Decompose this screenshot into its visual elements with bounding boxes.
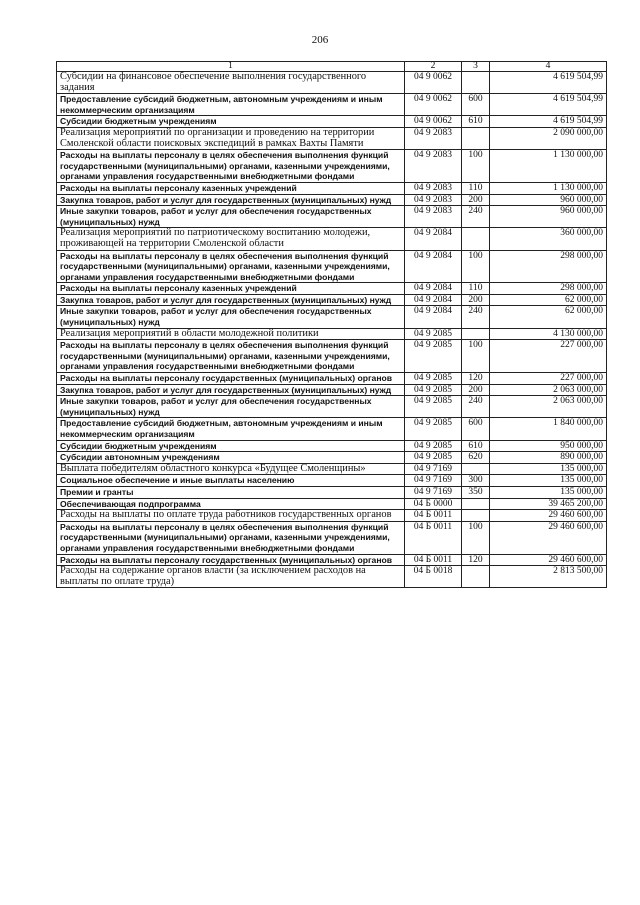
row-name-cell: Расходы на выплаты персоналу государственных (муниципальных) органов <box>57 373 405 385</box>
table-row <box>57 194 607 206</box>
row-vr-cell: 600 <box>462 418 490 440</box>
row-code-cell: 04 Б 0018 <box>405 566 462 588</box>
page-number: 206 <box>311 34 329 46</box>
row-vr-cell: 300 <box>462 475 490 487</box>
row-name-cell: Премии и гранты <box>57 486 405 498</box>
row-code-cell: 04 Б 0011 <box>405 510 462 522</box>
row-amount-cell: 135 000,00 <box>490 475 607 487</box>
table-row <box>57 384 607 396</box>
row-amount-cell: 39 465 200,00 <box>490 498 607 510</box>
table-row <box>57 127 607 149</box>
row-code-cell: 04 9 2085 <box>405 328 462 340</box>
table-row <box>57 452 607 464</box>
row-code-cell: 04 9 0062 <box>405 116 462 128</box>
header-col-4: 4 <box>490 62 607 72</box>
row-name-cell: Закупка товаров, работ и услуг для государственных (муниципальных) нужд <box>57 384 405 396</box>
row-amount-cell: 298 000,00 <box>490 250 607 283</box>
row-vr-cell: 100 <box>462 521 490 554</box>
row-vr-cell: 350 <box>462 486 490 498</box>
row-code-cell: 04 9 7169 <box>405 463 462 475</box>
row-amount-cell: 298 000,00 <box>490 283 607 295</box>
row-amount-cell: 960 000,00 <box>490 206 607 228</box>
row-name-cell: Обеспечивающая подпрограмма <box>57 498 405 510</box>
budget-table <box>56 61 607 588</box>
row-code-cell: 04 9 2083 <box>405 194 462 206</box>
row-name-cell: Расходы на выплаты по оплате труда работников государственных органов <box>57 510 405 522</box>
row-code-cell: 04 9 7169 <box>405 486 462 498</box>
row-vr-cell <box>462 72 490 94</box>
table-row <box>57 440 607 452</box>
row-name-cell: Субсидии бюджетным учреждениям <box>57 440 405 452</box>
row-code-cell: 04 9 2084 <box>405 294 462 306</box>
row-code-cell: 04 Б 0011 <box>405 521 462 554</box>
row-name-cell: Выплата победителям областного конкурса «Будущее Смоленщины» <box>57 463 405 475</box>
table-row <box>57 328 607 340</box>
row-code-cell: 04 9 0062 <box>405 72 462 94</box>
row-name-cell: Расходы на выплаты персоналу в целях обеспечения выполнения функций государственными (муниципальными) органами, казенными учреждениями, органами управления государственными внебюджетными фондами <box>57 340 405 373</box>
row-amount-cell: 4 619 504,99 <box>490 72 607 94</box>
row-code-cell: 04 9 2085 <box>405 396 462 418</box>
row-amount-cell: 2 063 000,00 <box>490 396 607 418</box>
row-vr-cell <box>462 228 490 250</box>
row-amount-cell: 62 000,00 <box>490 306 607 328</box>
row-name-cell: Иные закупки товаров, работ и услуг для обеспечения государственных (муниципальных) нужд <box>57 306 405 328</box>
table-row <box>57 72 607 94</box>
row-vr-cell: 120 <box>462 554 490 566</box>
row-amount-cell: 227 000,00 <box>490 340 607 373</box>
row-code-cell: 04 9 2085 <box>405 373 462 385</box>
row-name-cell: Субсидии на финансовое обеспечение выполнения государственного задания <box>57 72 405 94</box>
table-row <box>57 566 607 588</box>
row-amount-cell: 1 840 000,00 <box>490 418 607 440</box>
row-code-cell: 04 9 2084 <box>405 228 462 250</box>
table-row <box>57 475 607 487</box>
row-vr-cell <box>462 566 490 588</box>
row-amount-cell: 2 063 000,00 <box>490 384 607 396</box>
row-amount-cell: 4 619 504,99 <box>490 94 607 116</box>
row-vr-cell: 200 <box>462 384 490 396</box>
row-name-cell: Расходы на выплаты персоналу государственных (муниципальных) органов <box>57 554 405 566</box>
row-name-cell: Иные закупки товаров, работ и услуг для обеспечения государственных (муниципальных) нужд <box>57 206 405 228</box>
table-row <box>57 521 607 554</box>
row-name-cell: Закупка товаров, работ и услуг для государственных (муниципальных) нужд <box>57 194 405 206</box>
row-code-cell: 04 Б 0000 <box>405 498 462 510</box>
table-row <box>57 510 607 522</box>
row-amount-cell: 227 000,00 <box>490 373 607 385</box>
row-amount-cell: 960 000,00 <box>490 194 607 206</box>
table-row <box>57 182 607 194</box>
row-code-cell: 04 9 7169 <box>405 475 462 487</box>
row-name-cell: Реализация мероприятий в области молодежной политики <box>57 328 405 340</box>
row-code-cell: 04 9 2085 <box>405 440 462 452</box>
table-row <box>57 283 607 295</box>
row-vr-cell: 110 <box>462 283 490 295</box>
row-amount-cell: 135 000,00 <box>490 486 607 498</box>
row-vr-cell: 100 <box>462 250 490 283</box>
row-amount-cell: 2 813 500,00 <box>490 566 607 588</box>
row-amount-cell: 62 000,00 <box>490 294 607 306</box>
table-row <box>57 554 607 566</box>
row-vr-cell <box>462 127 490 149</box>
row-code-cell: 04 9 2084 <box>405 250 462 283</box>
table-row <box>57 206 607 228</box>
row-code-cell: 04 Б 0011 <box>405 554 462 566</box>
row-name-cell: Расходы на выплаты персоналу в целях обеспечения выполнения функций государственными (муниципальными) органами, казенными учреждениями, органами управления государственными внебюджетными фондами <box>57 250 405 283</box>
row-amount-cell: 135 000,00 <box>490 463 607 475</box>
row-name-cell: Социальное обеспечение и иные выплаты населению <box>57 475 405 487</box>
row-vr-cell: 110 <box>462 182 490 194</box>
row-name-cell: Расходы на выплаты персоналу в целях обеспечения выполнения функций государственными (муниципальными) органами, казенными учреждениями, органами управления государственными внебюджетными фондами <box>57 150 405 183</box>
row-code-cell: 04 9 2084 <box>405 306 462 328</box>
row-code-cell: 04 9 2083 <box>405 150 462 183</box>
row-amount-cell: 4 130 000,00 <box>490 328 607 340</box>
header-col-2: 2 <box>405 62 462 72</box>
row-vr-cell: 240 <box>462 206 490 228</box>
row-name-cell: Расходы на выплаты персоналу казенных учреждений <box>57 182 405 194</box>
row-vr-cell: 100 <box>462 150 490 183</box>
row-amount-cell: 890 000,00 <box>490 452 607 464</box>
row-amount-cell: 1 130 000,00 <box>490 182 607 194</box>
row-name-cell: Субсидии автономным учреждениям <box>57 452 405 464</box>
row-amount-cell: 1 130 000,00 <box>490 150 607 183</box>
row-amount-cell: 29 460 600,00 <box>490 521 607 554</box>
row-amount-cell: 29 460 600,00 <box>490 554 607 566</box>
table-row <box>57 486 607 498</box>
table-row <box>57 463 607 475</box>
table-row <box>57 250 607 283</box>
table-row <box>57 150 607 183</box>
row-code-cell: 04 9 2085 <box>405 384 462 396</box>
table-row <box>57 94 607 116</box>
table-row <box>57 396 607 418</box>
row-code-cell: 04 9 2085 <box>405 340 462 373</box>
row-amount-cell: 2 090 000,00 <box>490 127 607 149</box>
row-name-cell: Предоставление субсидий бюджетным, автономным учреждениям и иным некоммерческим организациям <box>57 418 405 440</box>
table-row <box>57 294 607 306</box>
row-name-cell: Расходы на выплаты персоналу казенных учреждений <box>57 283 405 295</box>
row-name-cell: Закупка товаров, работ и услуг для государственных (муниципальных) нужд <box>57 294 405 306</box>
row-vr-cell: 620 <box>462 452 490 464</box>
header-col-3: 3 <box>462 62 490 72</box>
row-vr-cell: 200 <box>462 294 490 306</box>
row-vr-cell <box>462 510 490 522</box>
row-vr-cell: 120 <box>462 373 490 385</box>
row-name-cell: Расходы на содержание органов власти (за исключением расходов на выплаты по оплате труда) <box>57 566 405 588</box>
row-vr-cell: 240 <box>462 306 490 328</box>
table-row <box>57 228 607 250</box>
row-code-cell: 04 9 0062 <box>405 94 462 116</box>
row-code-cell: 04 9 2085 <box>405 418 462 440</box>
row-name-cell: Субсидии бюджетным учреждениям <box>57 116 405 128</box>
row-name-cell: Предоставление субсидий бюджетным, автономным учреждениям и иным некоммерческим организациям <box>57 94 405 116</box>
row-vr-cell: 600 <box>462 94 490 116</box>
header-col-1: 1 <box>57 62 405 72</box>
row-vr-cell <box>462 498 490 510</box>
table-row <box>57 498 607 510</box>
table-row <box>57 373 607 385</box>
row-code-cell: 04 9 2083 <box>405 182 462 194</box>
row-vr-cell: 610 <box>462 116 490 128</box>
row-name-cell: Иные закупки товаров, работ и услуг для обеспечения государственных (муниципальных) нужд <box>57 396 405 418</box>
row-name-cell: Реализация мероприятий по патриотическому воспитанию молодежи, проживающей на территории Смоленской области <box>57 228 405 250</box>
table-row <box>57 340 607 373</box>
row-code-cell: 04 9 2083 <box>405 127 462 149</box>
table-row <box>57 116 607 128</box>
table-header-row <box>57 62 607 72</box>
row-vr-cell: 200 <box>462 194 490 206</box>
table-row <box>57 418 607 440</box>
row-vr-cell: 100 <box>462 340 490 373</box>
row-name-cell: Расходы на выплаты персоналу в целях обеспечения выполнения функций государственными (муниципальными) органами, казенными учреждениями, органами управления государственными внебюджетными фондами <box>57 521 405 554</box>
row-amount-cell: 360 000,00 <box>490 228 607 250</box>
row-vr-cell: 240 <box>462 396 490 418</box>
row-name-cell: Реализация мероприятий по организации и проведению на территории Смоленской области поисковых экспедиций в рамках Вахты Памяти <box>57 127 405 149</box>
table-row <box>57 306 607 328</box>
row-code-cell: 04 9 2085 <box>405 452 462 464</box>
row-amount-cell: 29 460 600,00 <box>490 510 607 522</box>
row-vr-cell <box>462 463 490 475</box>
row-code-cell: 04 9 2084 <box>405 283 462 295</box>
row-amount-cell: 4 619 504,99 <box>490 116 607 128</box>
row-vr-cell <box>462 328 490 340</box>
row-vr-cell: 610 <box>462 440 490 452</box>
row-amount-cell: 950 000,00 <box>490 440 607 452</box>
row-code-cell: 04 9 2083 <box>405 206 462 228</box>
